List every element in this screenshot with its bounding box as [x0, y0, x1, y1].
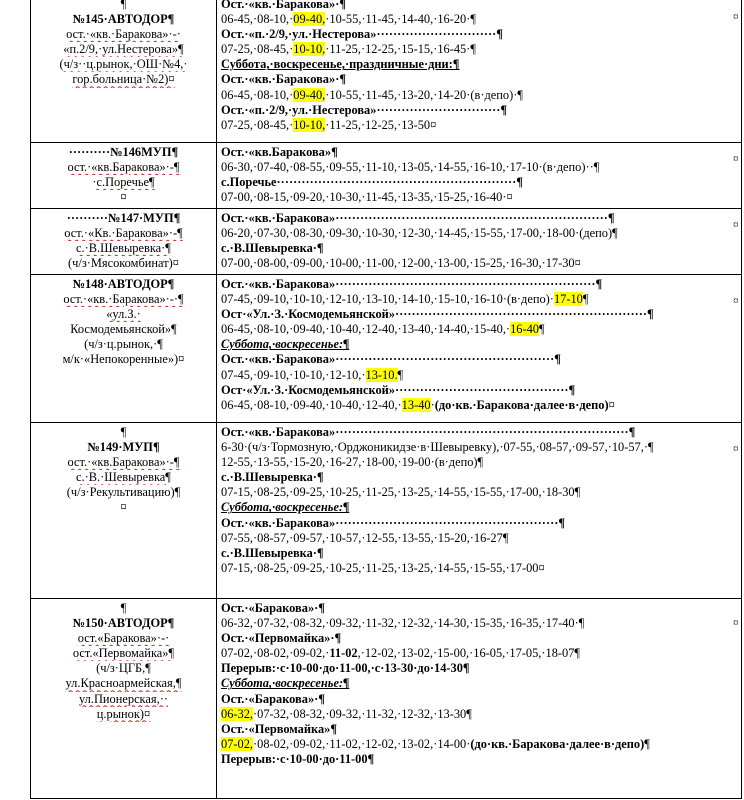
stop-label: Ост·«Ул.·З.·Космодемьянской»·····························································¶: [221, 307, 654, 322]
route-150-header: [31, 599, 217, 799]
route-146-schedule: [217, 143, 742, 209]
route-148-via-2: м/к·«Непокоренные»)¤: [62, 352, 185, 367]
time-list: 06-45,·08-10,·09-40,·10-40,·12-40,·13-40,·14-40,·15-40,·16-40¶: [221, 322, 545, 337]
time-list: 07-00,·08-15,·09-20,·10-30,·11-45,·13-35,·15-25,·16-40·¤: [221, 190, 513, 205]
stop-label: Ост.·«Баракова»·¶: [221, 691, 325, 706]
stop-label: с.·В.Шевыревка·¶: [221, 545, 324, 560]
day-type-label: Суббота,·воскресенье:¶: [221, 337, 350, 352]
schedule-table: [30, 0, 742, 799]
time-list: 06-32,·07-32,·08-32,·09-32,·11-32,·12-32,·14-30,·15-35,·16-35,·17-40·¶: [221, 616, 585, 631]
route-148-schedule: [217, 275, 742, 423]
route-145-via-2: гор.больница·№2)¤: [72, 72, 175, 87]
time-list: 06-45,·08-10,·09-40,·10-40,·12-40,·13-40·(до·кв.·Баракова·далее·в·депо)¤: [221, 397, 615, 412]
cell-end-mark: ¤: [120, 500, 127, 515]
time-list: 07-45,·09-10,·10-10,·12-10,·13-10,·14-10,·15-10,·16-10·(в·депо)·17-10¶: [221, 292, 589, 307]
route-150-via-4: ц.рынок)¤: [96, 706, 151, 721]
stop-label: Ост.·«кв.·Баракова»······················································¶: [221, 515, 566, 530]
route-147-header: [31, 209, 217, 275]
route-147-title: ··········№147·МУП¶: [66, 211, 181, 225]
route-row-146: [31, 143, 742, 209]
stop-label: Ост.·«кв.·Баракова»·······························································¶: [221, 277, 603, 291]
time-list: 06-20,·07-30,·08-30,·09-30,·10-30,·12-30,·14-45,·15-55,·17-00,·18-00·(депо)¶: [221, 226, 618, 241]
route-row-150: [31, 599, 742, 799]
stop-label: с.·В.Шевыревка·¶: [221, 470, 324, 485]
route-150-title: №150·АВТОДОР¶: [72, 616, 175, 631]
stop-label: Ост.·«п.·2/9,·ул.·Нестерова»·····························¶: [221, 27, 503, 42]
time-list: 07-00,·08-00,·09-00,·10-00,·11-00,·12-00,·13-00,·15-25,·16-30,·17-30¤: [221, 256, 581, 271]
route-row-149: [31, 423, 742, 599]
time-list: 06-45,·08-10,·09-40,·10-55,·11-45,·14-40,·16-20·¶: [221, 12, 476, 27]
route-145-title: №145·АВТОДОР¶: [72, 12, 175, 27]
time-list: 07-45,·09-10,·10-10,·12-10,·13-10.¶: [221, 367, 404, 382]
break-label: Перерыв:·с·10-00·до·11-00¶: [221, 751, 375, 766]
row-end-mark: ¤: [733, 443, 739, 455]
day-type-label: Суббота,·воскресенье,·праздничные·дни:¶: [221, 57, 460, 72]
time-list: 06-32,·07-32,·08-32,·09-32,·11-32,·12-32,·13-30¶: [221, 706, 472, 721]
stop-label: Ост.·«кв.·Баракова»·¶: [221, 0, 347, 11]
route-149-schedule: [217, 423, 742, 599]
time-list: 6-30·(ч/з·Тормозную,·Орджоникидзе·в·Шевыревку),·07-55,·08-57,·09-57,·10-57,·¶: [221, 440, 654, 455]
para-mark: ¶: [120, 601, 127, 615]
route-145-from: ост.·«кв.·Баракова»·-·: [66, 27, 181, 42]
stop-label: с.Поречье··························································¶: [221, 175, 523, 190]
route-150-via: (ч/з·ЦГБ,¶: [96, 661, 151, 676]
para-mark: ¶: [120, 425, 127, 439]
route-150-via-3: ул.Пионерская,··: [79, 691, 168, 706]
route-147-schedule: [217, 209, 742, 275]
stop-label: Ост·«Ул.·З.·Космодемьянской»··········································¶: [221, 382, 576, 397]
route-146-to: ·с.Поречье¶: [92, 175, 155, 190]
route-row-147: [31, 209, 742, 275]
stop-label: Ост.·«кв.Баракова»¶: [221, 145, 338, 159]
day-type-label: Суббота,·воскресенье:¶: [221, 500, 350, 515]
time-list: 07-25,·08-45,·10-10,·11-25,·12-25,·15-15,·16-45·¶: [221, 42, 476, 57]
row-end-mark: ¤: [733, 617, 739, 629]
stop-label: Ост.·«Баракова»·¶: [221, 601, 325, 615]
time-list: 06-45,·08-10,·09-40,·10-55,·11-45,·13-20,·14-20·(в·депо)·¶: [221, 87, 523, 102]
route-149-title: №149·МУП¶: [87, 440, 160, 455]
stop-label: Ост.·«кв.·Баракова»··································································¶: [221, 211, 615, 225]
time-list: 07-02,·08-02,·09-02,·11-02,·12-02,·13-02,·15-00,·16-05,·17-05,·18-07¶: [221, 646, 581, 661]
route-147-via: (ч/з·Мясокомбинат)¤: [68, 256, 179, 271]
time-list: 12-55,·13-55,·15-20,·16-27,·18-00,·19-00·(в·депо)¶: [221, 455, 484, 470]
route-147-to: с.·В.Шевыревка·¶: [76, 241, 171, 256]
route-145-to: «п.2/9,·ул.Нестерова»¶: [63, 42, 184, 57]
route-149-from: ост.·«кв.Баракова»·-¶: [67, 455, 180, 470]
route-148-title: №148·АВТОДОР¶: [72, 277, 175, 291]
route-148-to: «ул.З.·: [106, 307, 141, 322]
time-list: 07-02,·08-02,·09-02,·11-02,·12-02,·13-02,·14-00·(до·кв.·Баракова·далее·в·депо)¶: [221, 736, 650, 751]
route-148-via: (ч/з·ц.рынок,·¶: [84, 337, 163, 352]
break-label: Перерыв:·с·10-00·до·11-00,·с·13-30·до·14-30¶: [221, 661, 470, 676]
day-type-label: Суббота,·воскресенье:¶: [221, 676, 350, 691]
row-end-mark: ¤: [733, 153, 739, 165]
time-list: 07-15,·08-25,·09-25,·10-25,·11-25,·13-25,·14-55,·15-55,·17-00,·18-30¶: [221, 485, 581, 500]
route-146-title: ··········№146МУП¶: [68, 145, 179, 159]
stop-label: Ост.·«кв.·Баракова»·¶: [221, 72, 347, 87]
route-150-to: ост.«Первомайка»¶: [72, 646, 175, 661]
stop-label: Ост.·«кв.·Баракова»·······································································¶: [221, 425, 636, 439]
stop-label: Ост.·«Первомайка»·¶: [221, 631, 342, 646]
time-list: 07-15,·08-25,·09-25,·10-25,·11-25,·13-25,·14-55,·15-55,·17-00¤: [221, 560, 545, 575]
route-149-to: с.·В.·Шевыревка¶: [76, 470, 171, 485]
route-145-schedule: [217, 0, 742, 143]
route-148-header: [31, 275, 217, 423]
stop-label: Ост.·«Первомайка»¶: [221, 721, 338, 736]
route-149-via: (ч/з·Рекультивацию)¶: [66, 485, 181, 500]
route-146-from: ост.·«кв.Баракова»·-¶: [67, 160, 180, 175]
para-mark: ¶: [120, 0, 127, 11]
stop-label: Ост.·«кв.·Баракова»·····················································¶: [221, 352, 561, 367]
route-row-148: [31, 275, 742, 423]
row-end-mark: ¤: [733, 219, 739, 231]
route-148-from: ост.·«кв.·Баракова»·-·¶: [63, 292, 184, 307]
time-list: 07-55,·08-57,·09-57,·10-57,·12-55,·13-55,·15-20,·16-27¶: [221, 530, 509, 545]
route-146-header: [31, 143, 217, 209]
route-148-to-2: Космодемьянской»¶: [70, 322, 177, 337]
stop-label: с.·В.Шевыревка·¶: [221, 241, 324, 256]
route-149-header: [31, 423, 217, 599]
time-list: 07-25,·08-45,·10-10,·11-25,·12-25,·13-50¤: [221, 117, 437, 132]
row-end-mark: ¤: [733, 11, 739, 23]
row-end-mark: ¤: [733, 295, 739, 307]
route-150-schedule: [217, 599, 742, 799]
route-145-via: (ч/з··ц.рынок,·ОШ·№4,·: [59, 57, 188, 72]
route-150-via-2: ул.Красноармейская,¶: [65, 676, 182, 691]
route-row-145: [31, 0, 742, 143]
time-list: 06-30,·07-40,·08-55,·09-55,·11-10,·13-05,·14-55,·16-10,·17-10·(в·депо)··¶: [221, 160, 600, 175]
route-145-header: [31, 0, 217, 143]
route-147-from: ост.·«Кв.·Баракова»·-¶: [64, 226, 183, 241]
stop-label: Ост.·«п.·2/9,·ул.·Нестерова»······························¶: [221, 102, 508, 117]
cell-end-mark: ¤: [120, 190, 127, 205]
route-150-from: ост.«Баракова»·-·: [77, 631, 170, 646]
